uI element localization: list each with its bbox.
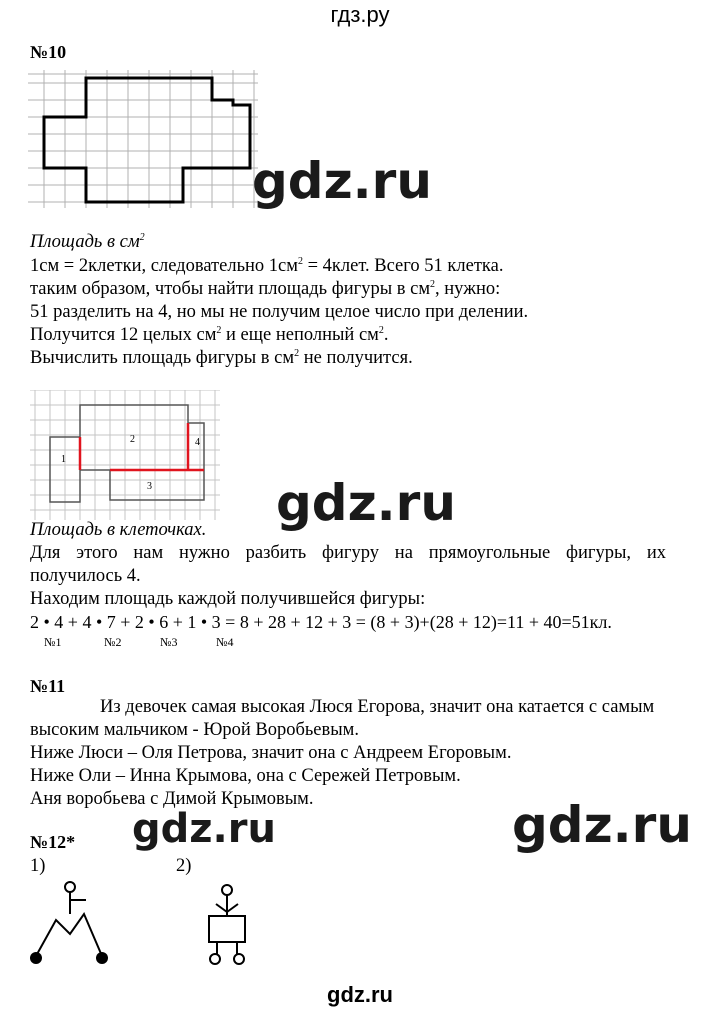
part1-title: Площадь в $см^2$: [30, 232, 145, 252]
text-line: высоким мальчиком - Юрой Воробьевым.: [30, 720, 360, 740]
text-line: таким образом, чтобы найти площадь фигуры в $см^2$, нужно:: [30, 279, 501, 299]
figure-2-drawing: [200, 880, 260, 970]
task-10-number: №10: [30, 42, 67, 62]
eq-label: №3: [160, 635, 178, 649]
text-line: Для этого нам нужно разбить фигуру на прямоугольные фигуры, их: [30, 543, 666, 563]
region-label-3: 3: [147, 481, 152, 492]
watermark: gdz.ru: [276, 474, 456, 532]
region-label-4: 4: [195, 437, 200, 448]
text-line: получилось 4.: [30, 566, 141, 586]
figure-grid-cells: [30, 390, 220, 520]
region-label-1: 1: [61, 454, 66, 465]
text-line: Находим площадь каждой получившейся фигуры:: [30, 589, 426, 609]
text-line: Ниже Люси – Оля Петрова, значит она с Андреем Егоровым.: [30, 743, 512, 763]
watermark: gdz.ru: [132, 806, 276, 852]
eq-label: №4: [216, 635, 234, 649]
region-label-2: 2: [130, 434, 135, 445]
text-line: 51 разделить на 4, но мы не получим целое число при делении.: [30, 302, 529, 322]
item-1-label: 1): [30, 856, 46, 876]
text-line: Ниже Оли – Инна Крымова, она с Сережей Петровым.: [30, 766, 461, 786]
eq-label: №1: [44, 635, 62, 649]
text-line: Аня воробьева с Димой Крымовым.: [30, 789, 314, 809]
watermark: gdz.ru: [252, 152, 432, 210]
equation: 2 • 4 + 4 • 7 + 2 • 6 + 1 • 3 = 8 + 28 + 12 + 3 = (8 + 3)+(28 + 12)=11 + 40=51кл.: [30, 612, 612, 632]
task-11-number: №11: [30, 676, 66, 696]
site-header: гдз.ру: [330, 2, 390, 27]
text-line: 1см = 2клетки, следовательно $1см^2$ = 4клет. Всего 51 клетка.: [30, 256, 504, 276]
watermark: gdz.ru: [512, 796, 692, 854]
site-footer: gdz.ru: [327, 982, 393, 1007]
figure-1-drawing: [28, 880, 118, 970]
figure-grid-cm: [28, 70, 258, 208]
part2-title: Площадь в клеточках.: [30, 520, 207, 540]
text-line: Вычислить площадь фигуры в $см^2$ не получится.: [30, 348, 413, 368]
eq-label: №2: [104, 635, 122, 649]
item-2-label: 2): [176, 856, 192, 876]
text-line: Из девочек самая высокая Люся Егорова, значит она катается с самым: [100, 697, 655, 717]
task-12-number: №12*: [30, 832, 76, 852]
text-line: Получится 12 целых $см^2$ и еще неполный $см^2$.: [30, 325, 389, 345]
